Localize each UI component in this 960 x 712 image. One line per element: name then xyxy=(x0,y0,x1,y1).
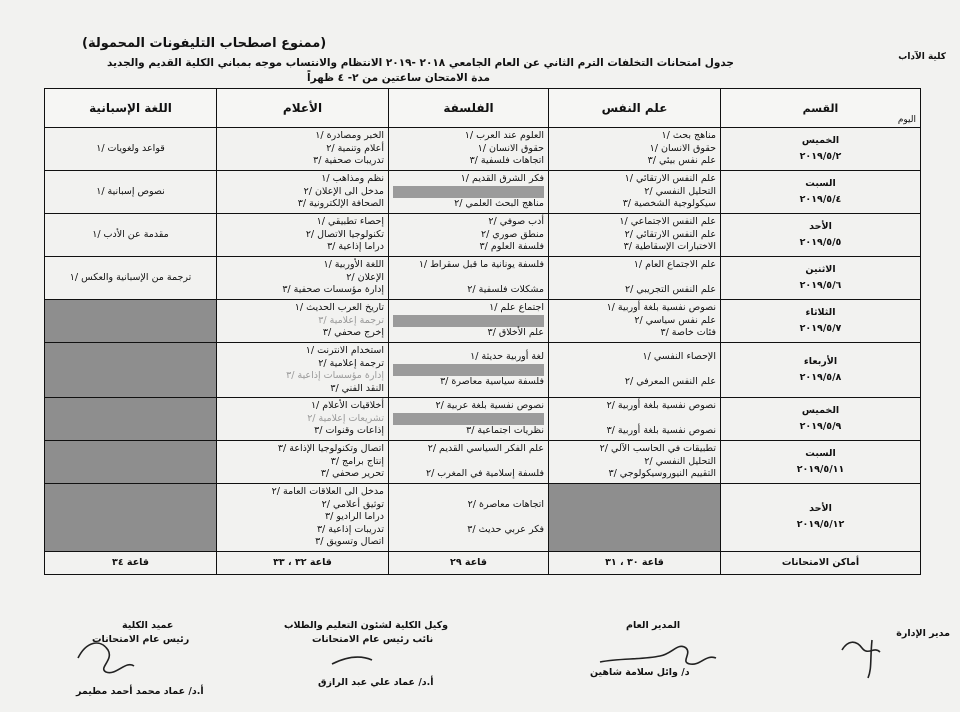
subject-line: نصوص نفسية بلغة أوربية /٢ xyxy=(606,400,716,412)
subject-line: اتصال وتسويق /٣ xyxy=(315,536,384,547)
subject-line: منطق صوري /٢ xyxy=(480,228,544,240)
day-date: ٢٠١٩/٥/١٢ xyxy=(796,519,845,531)
schedule-row xyxy=(45,398,921,441)
subject-line: علم نفس بيئي /٣ xyxy=(647,155,716,167)
subject-cell xyxy=(549,398,721,441)
subject-cell xyxy=(217,398,389,441)
subject-cell xyxy=(389,441,549,484)
day-name: الاثنين xyxy=(805,264,836,275)
subject-cell xyxy=(549,257,721,300)
dean-subtitle: رئيس عام الامتحانات xyxy=(92,634,190,645)
schedule-row xyxy=(45,343,921,398)
day-cell xyxy=(721,484,921,552)
subject-line xyxy=(49,173,212,186)
subject-line xyxy=(49,284,212,297)
subject-line: تشريعات إعلامية /٢ xyxy=(307,412,384,424)
subject-line: فلسفة يونانية ما قبل سقراط /١ xyxy=(418,259,544,271)
vice-dean-title: وكيل الكلية لشئون التعليم والطلاب xyxy=(284,620,449,631)
day-date: ٢٠١٩/٥/٧ xyxy=(799,323,842,334)
subject-cell xyxy=(389,128,549,171)
subject-cell xyxy=(45,300,217,343)
day-date: ٢٠١٩/٥/٢ xyxy=(799,151,842,162)
subject-cell xyxy=(389,343,549,398)
day-cell xyxy=(721,171,921,214)
header-row xyxy=(45,89,921,128)
subject-line: تاريخ العرب الحديث /١ xyxy=(294,302,384,314)
phone-warning: (ممنوع اصطحاب التليفونات المحمولة) xyxy=(82,36,327,51)
column-header: الفلسفة xyxy=(389,89,549,128)
day-name: الثلاثاء xyxy=(805,307,836,318)
subject-line: التحليل النفسي /٢ xyxy=(644,455,716,467)
subject-cell xyxy=(389,300,549,343)
subject-line: إدارة مؤسسات صحفية /٣ xyxy=(282,284,384,296)
subject-line xyxy=(49,443,212,456)
faculty-name: كلية الآداب xyxy=(898,52,946,62)
places-label: أماكن الامتحانات xyxy=(721,551,921,574)
subject-line xyxy=(49,302,212,315)
corner-bottom: اليوم xyxy=(897,115,916,125)
subject-line xyxy=(49,351,212,364)
subject-line: علم النفس الارتقائي /٢ xyxy=(624,228,716,240)
subject-cell xyxy=(549,484,721,552)
day-name: الأربعاء xyxy=(803,356,838,367)
subject-line: علم النفس الاجتماعي /١ xyxy=(619,216,716,228)
day-cell xyxy=(721,441,921,484)
subject-cell xyxy=(45,484,217,552)
admin-title: مدير الإدارة xyxy=(896,628,950,639)
subject-line: مقدمة عن الأدب /١ xyxy=(92,228,169,240)
subject-line xyxy=(393,511,544,524)
subject-cell xyxy=(389,214,549,257)
schedule-row xyxy=(45,214,921,257)
subject-cell xyxy=(217,257,389,300)
subject-line xyxy=(49,511,212,524)
subject-line: فئات خاصة /٣ xyxy=(660,327,716,339)
subject-line: تدريبات إذاعية /٣ xyxy=(316,523,384,535)
subject-line: لغة أوربية حديثة /١ xyxy=(470,351,544,363)
subject-cell xyxy=(389,257,549,300)
subject-line xyxy=(553,413,716,426)
subject-line: أخلاقيات الأعلام /١ xyxy=(310,400,384,412)
corner-cell xyxy=(721,89,921,128)
exam-duration: مدة الامتحان ساعتين من ٢- ٤ ظهراً xyxy=(307,72,490,84)
schedule-row xyxy=(45,257,921,300)
exam-hall: قاعة ٣٠ ، ٣١ xyxy=(549,551,721,574)
subject-line xyxy=(49,456,212,469)
day-date: ٢٠١٩/٥/٥ xyxy=(799,237,842,248)
subject-line: ترجمة إعلامية /٣ xyxy=(318,314,384,326)
subject-line xyxy=(393,272,544,285)
day-cell xyxy=(721,343,921,398)
column-header: اللغة الإسبانية xyxy=(45,89,217,128)
day-date: ٢٠١٩/٥/٦ xyxy=(799,280,842,291)
subject-cell xyxy=(217,214,389,257)
subject-line xyxy=(553,499,716,512)
subject-line: تطبيقات في الحاسب الآلي /٢ xyxy=(599,443,716,455)
subject-line: العلوم عند العرب /١ xyxy=(464,130,544,142)
schedule-row xyxy=(45,441,921,484)
subject-line xyxy=(49,198,212,211)
admin-signature xyxy=(842,640,880,678)
subject-line: إدارة مؤسسات إذاعية /٣ xyxy=(286,370,384,381)
subject-cell xyxy=(549,171,721,214)
subject-line xyxy=(553,511,716,524)
subject-line xyxy=(553,524,716,537)
subject-line: علم الفكر السياسي القديم /٢ xyxy=(427,443,544,455)
subject-line: اتجاهات فلسفية /٣ xyxy=(469,155,544,167)
subject-line: الخبر ومصادرة /١ xyxy=(315,130,384,142)
subject-line: إذاعات وقنوات /٣ xyxy=(314,425,384,437)
subject-line: مناهج بحث /١ xyxy=(661,130,716,142)
subject-line: اجتماع علم /١ xyxy=(489,302,544,314)
day-cell xyxy=(721,300,921,343)
exam-hall: قاعة ٢٩ xyxy=(389,551,549,574)
subject-line: مناهج البحث العلمي /٢ xyxy=(454,198,544,210)
places-row xyxy=(45,551,921,574)
column-header: علم النفس xyxy=(549,89,721,128)
exam-hall: قاعة ٣٢ ، ٣٣ xyxy=(217,551,389,574)
day-name: الأحد xyxy=(809,503,832,515)
subject-line xyxy=(49,241,212,254)
subject-cell xyxy=(45,343,217,398)
subject-line xyxy=(393,186,544,199)
vice-dean-name: أ.د/ عماد علي عبد الرازق xyxy=(318,677,434,688)
column-header: الأعلام xyxy=(217,89,389,128)
subject-line xyxy=(49,499,212,512)
corner-top: القسم xyxy=(802,101,839,115)
day-cell xyxy=(721,214,921,257)
subject-line xyxy=(49,425,212,438)
subject-cell xyxy=(217,343,389,398)
subject-line: سيكولوجية الشخصية /٣ xyxy=(622,198,716,210)
subject-line: علم النفس الارتقائي /١ xyxy=(624,173,716,185)
subject-line: فكر الشرق القديم /١ xyxy=(460,173,544,185)
subject-line xyxy=(49,400,212,413)
subject-line: النقد الفني /٣ xyxy=(330,382,384,394)
vice-dean-subtitle: نائب رئيس عام الامتحانات xyxy=(312,634,434,645)
subject-line xyxy=(49,376,212,389)
subject-line: نصوص نفسية بلغة عربية /٢ xyxy=(435,400,544,412)
schedule-row xyxy=(45,484,921,552)
day-name: السبت xyxy=(805,178,836,189)
subject-line: ترجمة من الإسبانية والعكس /١ xyxy=(69,271,192,283)
dean-name: أ.د/ عماد محمد أحمد مطيمر xyxy=(76,686,204,697)
subject-line: توثيق أعلامي /٢ xyxy=(321,498,384,510)
subject-cell xyxy=(217,171,389,214)
subject-line: نصوص إسبانية /١ xyxy=(96,185,165,197)
subject-line xyxy=(49,327,212,340)
subject-line: اتصال وتكنولوجيا الإذاعة /٣ xyxy=(277,443,384,455)
schedule-row xyxy=(45,128,921,171)
day-cell xyxy=(721,128,921,171)
subject-line xyxy=(49,259,212,272)
subject-cell xyxy=(217,484,389,552)
day-cell xyxy=(721,398,921,441)
subject-line: علم الاجتماع العام /١ xyxy=(633,259,716,271)
subject-line xyxy=(49,468,212,481)
gm-signature xyxy=(600,646,716,664)
subject-line: إنتاج برامج /٣ xyxy=(330,455,384,467)
gm-title: المدير العام xyxy=(626,620,681,631)
subject-cell xyxy=(549,343,721,398)
subject-line xyxy=(49,155,212,168)
subject-line: فلسفة سياسية معاصرة /٣ xyxy=(440,376,544,388)
subject-line: تدريبات صحفية /٣ xyxy=(313,155,384,167)
subject-cell xyxy=(45,257,217,300)
subject-line: التحليل النفسي /٢ xyxy=(644,185,716,197)
subject-line: حقوق الانسان /١ xyxy=(477,142,544,154)
subject-cell xyxy=(217,441,389,484)
subject-line: حقوق الانسان /١ xyxy=(649,142,716,154)
subject-cell xyxy=(217,300,389,343)
subject-line: فلسفة إسلامية في المغرب /٢ xyxy=(425,468,544,480)
subject-line xyxy=(49,130,212,143)
subject-line: الإعلان /٢ xyxy=(346,271,384,283)
subject-line: نظريات اجتماعية /٣ xyxy=(466,425,544,437)
subject-line: الإحصاء النفسي /١ xyxy=(642,351,716,363)
subject-cell xyxy=(45,398,217,441)
subject-cell xyxy=(45,171,217,214)
day-date: ٢٠١٩/٥/٤ xyxy=(799,194,842,205)
dean-signature xyxy=(78,643,134,673)
subject-line: فلسفة العلوم /٣ xyxy=(479,241,544,253)
subject-line: تكنولوجيا الاتصال /٢ xyxy=(305,228,384,240)
day-date: ٢٠١٩/٥/٩ xyxy=(799,421,842,432)
subject-cell xyxy=(389,171,549,214)
vice-dean-signature xyxy=(332,657,372,664)
subject-line: نصوص نفسية بلغة أوربية /١ xyxy=(606,302,716,314)
subject-line: مدخل الى العلاقات العامة /٢ xyxy=(271,486,384,497)
day-cell xyxy=(721,257,921,300)
schedule-title: جدول امتحانات التخلفات الترم الثاني عن العام الجامعي ٢٠١٨ -٢٠١٩ الانتظام والانتساب موجه بمباني الكلية القديم والجديد xyxy=(107,57,734,69)
subject-line: فكر عربي حديث /٣ xyxy=(467,523,544,535)
subject-cell xyxy=(45,441,217,484)
dean-title: عميد الكلية xyxy=(122,620,174,631)
subject-line xyxy=(49,216,212,229)
day-name: الخميس xyxy=(801,405,840,416)
day-name: الأحد xyxy=(809,221,832,232)
subject-line: علم الأخلاق /٣ xyxy=(487,327,544,339)
subject-line xyxy=(49,524,212,537)
subject-line: علم النفس المعرفي /٢ xyxy=(624,376,716,388)
subject-cell xyxy=(45,214,217,257)
subject-line: علم النفس التجريبي /٢ xyxy=(624,284,716,296)
subject-line: الصحافة الإلكترونية /٣ xyxy=(297,198,384,210)
subject-line: أعلام وتنمية /٢ xyxy=(326,142,384,154)
subject-line xyxy=(49,364,212,377)
subject-line: نظم ومذاهب /١ xyxy=(321,173,384,185)
subject-line xyxy=(49,315,212,328)
schedule-row xyxy=(45,300,921,343)
subject-cell xyxy=(389,484,549,552)
subject-line xyxy=(393,413,544,426)
subject-line: دراما الراديو /٣ xyxy=(325,511,384,522)
day-name: الخميس xyxy=(801,135,840,146)
subject-cell xyxy=(549,214,721,257)
schedule-row xyxy=(45,171,921,214)
subject-line xyxy=(49,413,212,426)
subject-line: ترجمة إعلامية /٢ xyxy=(318,357,384,369)
gm-name: د/ وائل سلامة شاهين xyxy=(590,667,690,678)
day-date: ٢٠١٩/٥/١١ xyxy=(796,464,845,475)
subject-line: دراما إذاعية /٣ xyxy=(327,241,384,253)
subject-line: الاختبارات الإسقاطية /٣ xyxy=(623,241,716,253)
subject-line: اتجاهات معاصرة /٢ xyxy=(467,498,544,510)
subject-line xyxy=(393,315,544,328)
subject-cell xyxy=(217,128,389,171)
subject-line: نصوص نفسية بلغة أوربية /٣ xyxy=(606,425,716,437)
subject-line: علم نفس سياسي /٢ xyxy=(634,314,716,326)
subject-line xyxy=(553,364,716,377)
subject-cell xyxy=(389,398,549,441)
subject-line: التقييم النيوروسيكولوجي /٣ xyxy=(608,468,716,480)
subject-line: إحصاء تطبيقي /١ xyxy=(316,216,384,228)
subject-line: مشكلات فلسفية /٢ xyxy=(467,284,544,296)
exam-hall: قاعة ٣٤ xyxy=(45,551,217,574)
subject-line: مدخل الى الإعلان /٢ xyxy=(303,185,384,197)
subject-line: تحرير صحفي /٣ xyxy=(320,468,384,480)
subject-line: اللغة الأوربية /١ xyxy=(323,259,384,271)
subject-cell xyxy=(45,128,217,171)
subject-line: أدب صوفي /٢ xyxy=(488,216,544,228)
subject-cell xyxy=(549,441,721,484)
day-date: ٢٠١٩/٥/٨ xyxy=(799,372,842,383)
subject-line: إخرج صحفي /٣ xyxy=(322,327,384,339)
subject-cell xyxy=(549,128,721,171)
exam-schedule-table xyxy=(44,88,921,575)
day-name: السبت xyxy=(805,448,836,459)
subject-line: استخدام الانترنت /١ xyxy=(305,345,384,356)
subject-line xyxy=(393,456,544,469)
subject-line xyxy=(393,364,544,377)
subject-line xyxy=(553,272,716,285)
subject-cell xyxy=(549,300,721,343)
subject-line: قواعد ولغويات /١ xyxy=(96,142,165,154)
